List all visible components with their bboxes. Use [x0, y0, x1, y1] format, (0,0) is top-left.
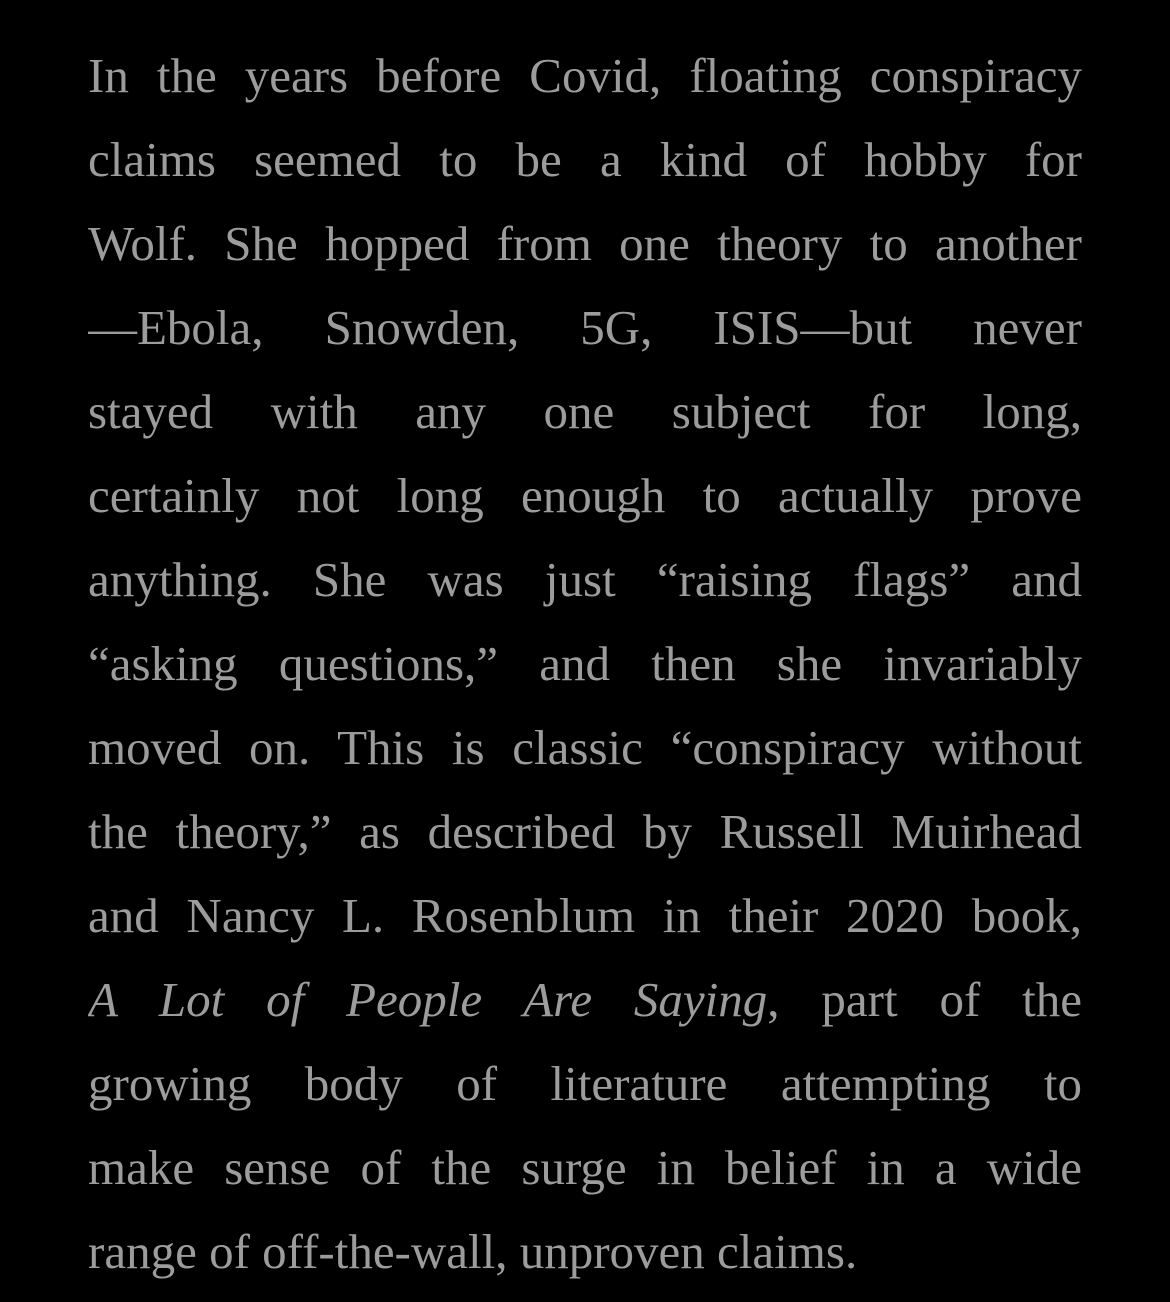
text-line-9: moved on. This is classic “conspiracy without: [88, 720, 1082, 775]
text-line-15: range of off-the-wall, unproven claims.: [88, 1224, 858, 1279]
text-line-2: claims seemed to be a kind of hobby for: [88, 132, 1082, 187]
text-line-11: and Nancy L. Rosenblum in their 2020 book,: [88, 888, 1082, 943]
text-line-1: In the years before Covid, floating conspiracy: [88, 48, 1082, 103]
text-line-12-rest: , part of the: [767, 972, 1082, 1027]
text-line-13: growing body of literature attempting to: [88, 1056, 1082, 1111]
text-line-3: Wolf. She hopped from one theory to another: [88, 216, 1082, 271]
text-line-7: anything. She was just “raising flags” and: [88, 552, 1082, 607]
text-line-10: the theory,” as described by Russell Muirhead: [88, 804, 1082, 859]
text-line-6: certainly not long enough to actually prove: [88, 468, 1082, 523]
text-line-12: [88, 958, 1082, 1042]
book-title: A Lot of People Are Saying: [88, 972, 768, 1027]
body-paragraph: [88, 34, 1082, 1294]
text-line-5: stayed with any one subject for long,: [88, 384, 1082, 439]
text-line-8: “asking questions,” and then she invariably: [88, 636, 1082, 691]
text-line-14: make sense of the surge in belief in a wide: [88, 1140, 1082, 1195]
text-line-4: —Ebola, Snowden, 5G, ISIS—but never: [88, 300, 1082, 355]
